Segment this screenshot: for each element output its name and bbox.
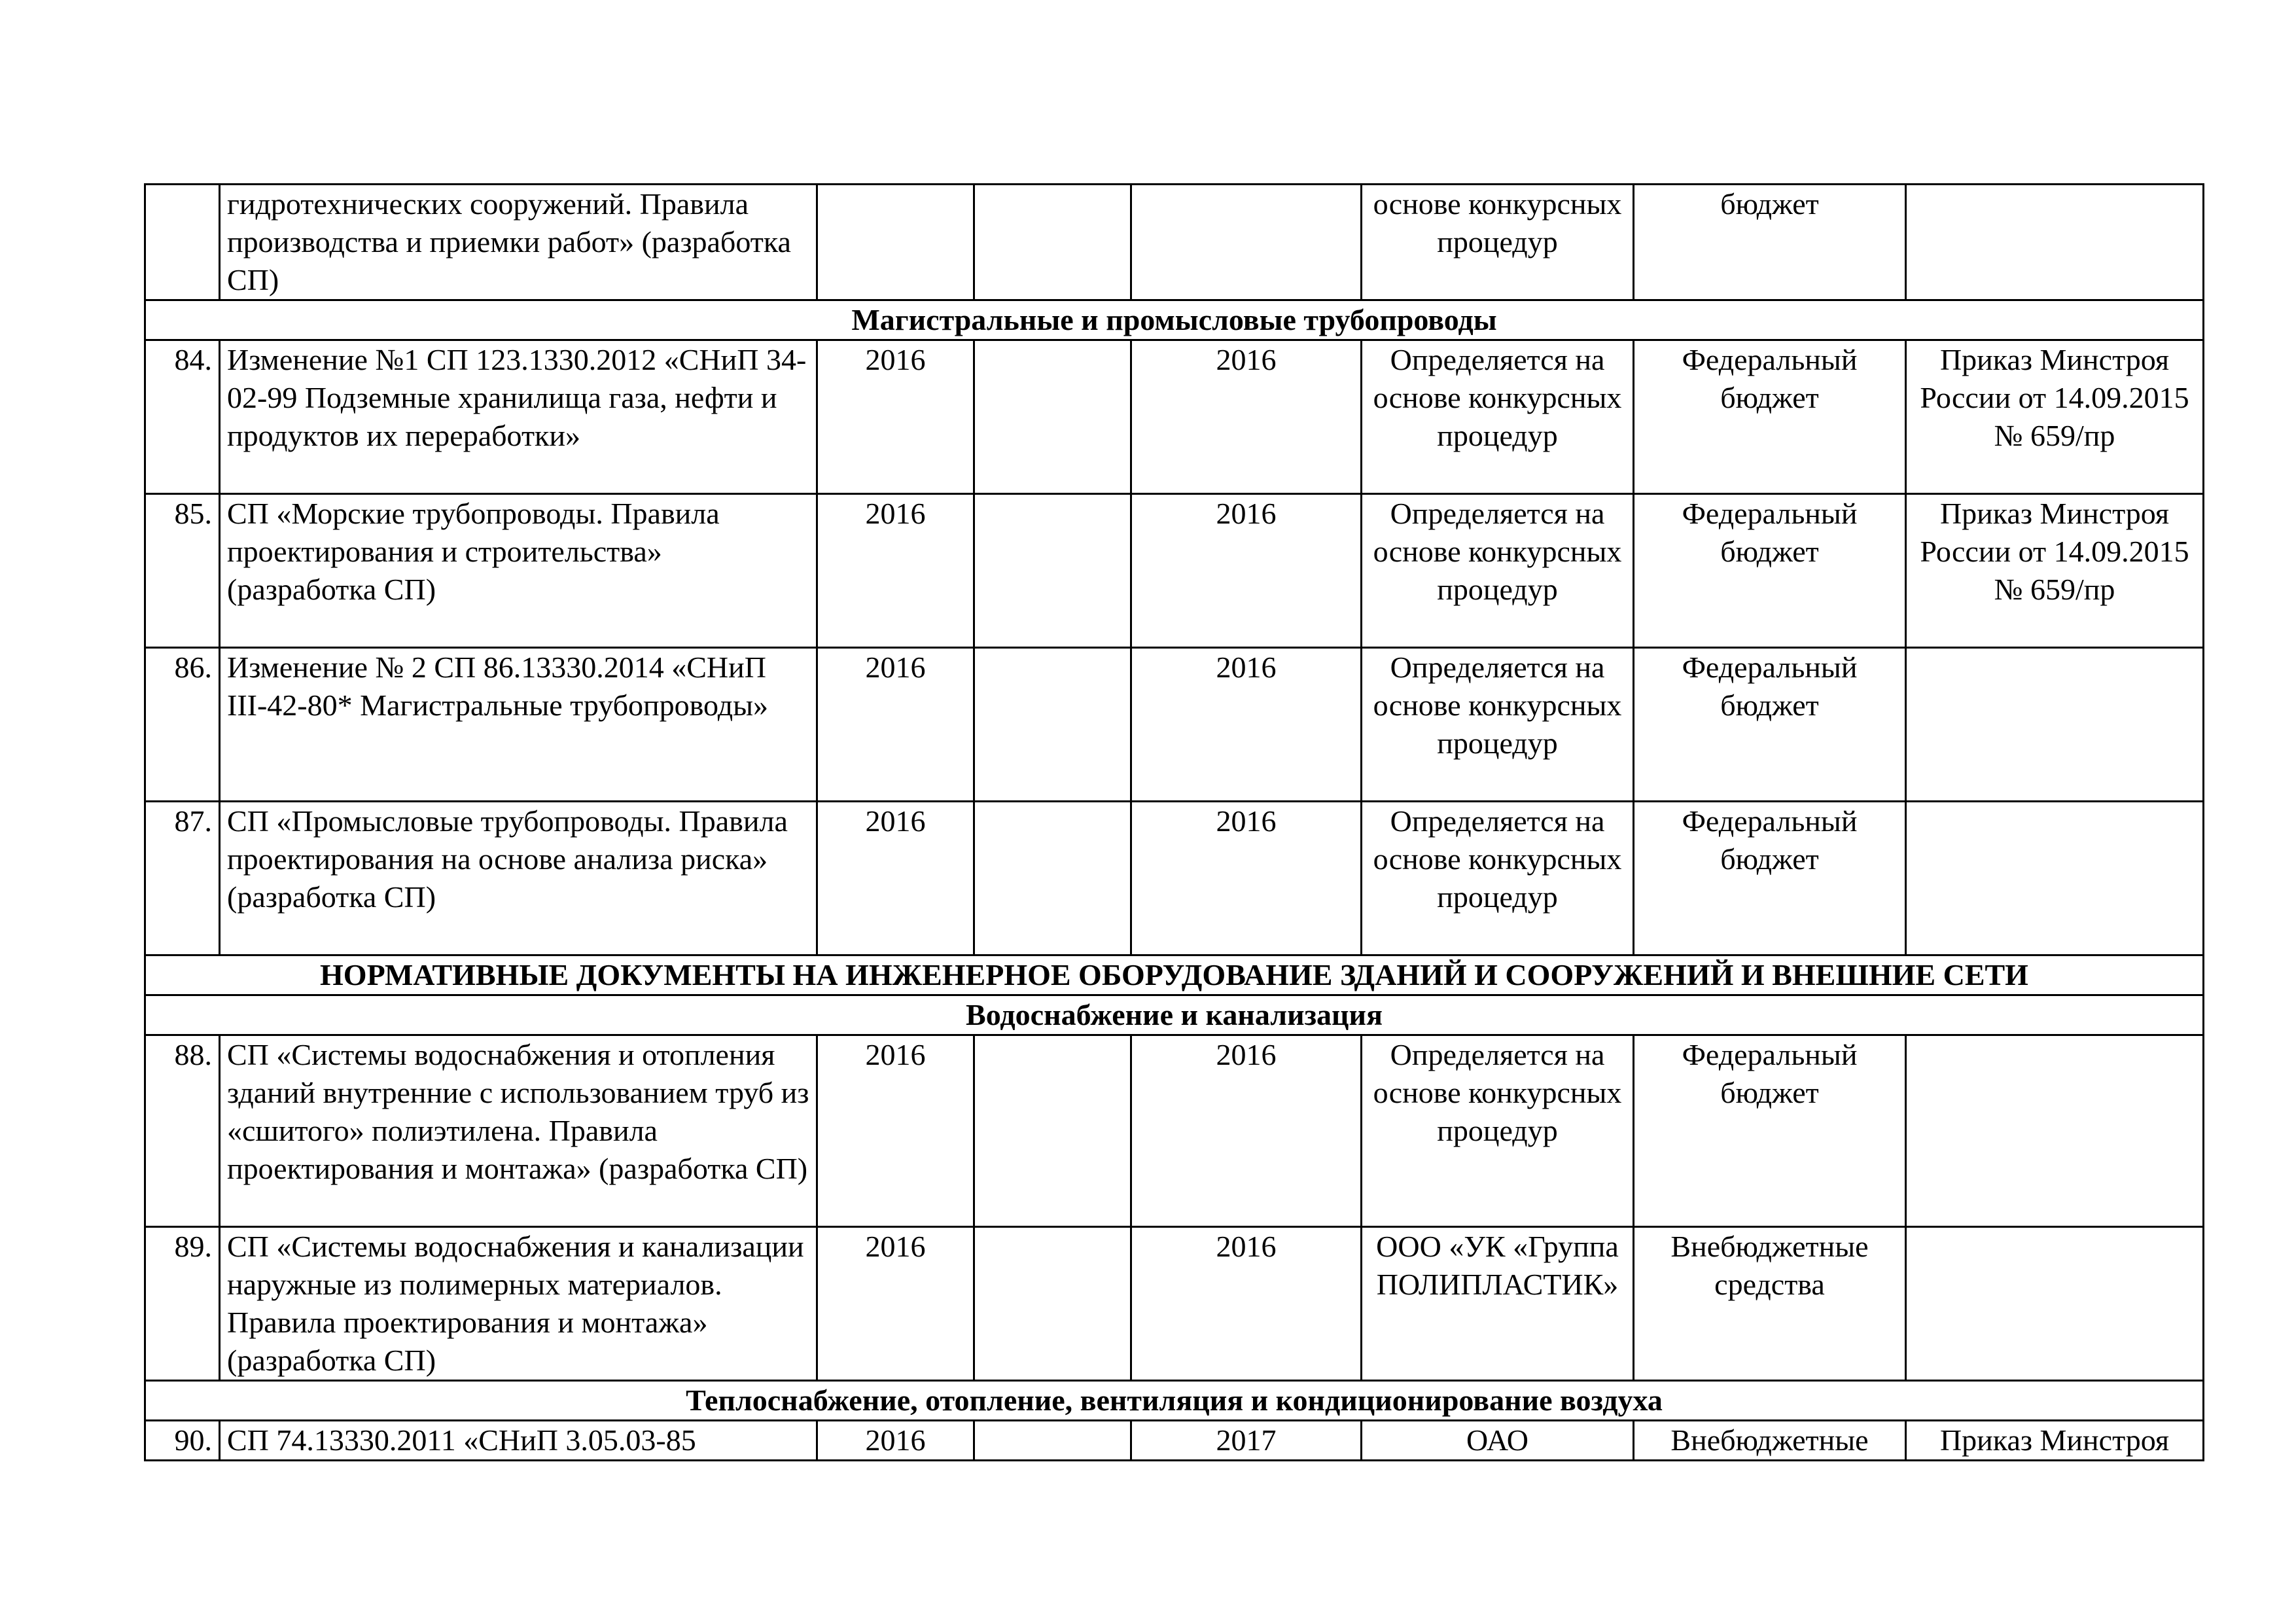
funding-source: Внебюджетные — [1634, 1421, 1906, 1461]
start-year: 2016 — [817, 648, 974, 802]
executor: ОАО — [1362, 1421, 1634, 1461]
section-heading-heating-ventilation: Теплоснабжение, отопление, вентиляция и кондиционирование воздуха — [145, 1381, 2204, 1421]
executor: Определяется на основе конкурсных процедур — [1362, 648, 1634, 802]
table-row — [145, 340, 2204, 494]
legal-basis — [1906, 1035, 2204, 1227]
row-number: 86. — [145, 648, 220, 802]
row-number — [145, 185, 220, 300]
funding-source: Федеральный бюджет — [1634, 494, 1906, 648]
document-title: СП «Промысловые трубопроводы. Правила проектирования на основе анализа риска» (разработка СП) — [220, 802, 817, 955]
legal-basis: Приказ Минстроя — [1906, 1421, 2204, 1461]
empty-cell — [974, 1227, 1131, 1381]
funding-source: Федеральный бюджет — [1634, 802, 1906, 955]
legal-basis: Приказ Минстроя России от 14.09.2015 № 659/пр — [1906, 340, 2204, 494]
empty-cell — [974, 340, 1131, 494]
empty-cell — [974, 1421, 1131, 1461]
table-row — [145, 1421, 2204, 1461]
row-number: 87. — [145, 802, 220, 955]
empty-cell — [974, 648, 1131, 802]
end-year: 2016 — [1131, 340, 1362, 494]
section-heading-engineering-equipment: НОРМАТИВНЫЕ ДОКУМЕНТЫ НА ИНЖЕНЕРНОЕ ОБОРУДОВАНИЕ ЗДАНИЙ И СООРУЖЕНИЙ И ВНЕШНИЕ СЕТИ — [145, 955, 2204, 995]
start-year: 2016 — [817, 1035, 974, 1227]
document-title: СП 74.13330.2011 «СНиП 3.05.03-85 — [220, 1421, 817, 1461]
document-title: СП «Системы водоснабжения и отопления зданий внутренние с использованием труб из «сшитого» полиэтилена. Правила проектирования и монтажа» (разработка СП) — [220, 1035, 817, 1227]
section-heading-water-supply: Водоснабжение и канализация — [145, 995, 2204, 1035]
empty-cell — [974, 185, 1131, 300]
empty-cell — [974, 494, 1131, 648]
funding-source: бюджет — [1634, 185, 1906, 300]
funding-source: Федеральный бюджет — [1634, 1035, 1906, 1227]
empty-cell — [974, 802, 1131, 955]
executor: Определяется на основе конкурсных процедур — [1362, 802, 1634, 955]
start-year: 2016 — [817, 340, 974, 494]
table-row — [145, 1227, 2204, 1381]
table-row — [145, 802, 2204, 955]
executor: Определяется на основе конкурсных процедур — [1362, 1035, 1634, 1227]
row-number: 88. — [145, 1035, 220, 1227]
end-year: 2016 — [1131, 1227, 1362, 1381]
end-year — [1131, 185, 1362, 300]
table-row-continuation — [145, 185, 2204, 300]
document-title: СП «Системы водоснабжения и канализации наружные из полимерных материалов. Правила проектирования и монтажа» (разработка СП) — [220, 1227, 817, 1381]
end-year: 2016 — [1131, 802, 1362, 955]
executor: ООО «УК «Группа ПОЛИПЛАСТИК» — [1362, 1227, 1634, 1381]
end-year: 2016 — [1131, 1035, 1362, 1227]
table-row — [145, 1035, 2204, 1227]
executor: Определяется на основе конкурсных процедур — [1362, 494, 1634, 648]
section-row — [145, 955, 2204, 995]
document-title: гидротехнических сооружений. Правила производства и приемки работ» (разработка СП) — [220, 185, 817, 300]
start-year — [817, 185, 974, 300]
start-year: 2016 — [817, 1421, 974, 1461]
executor: Определяется на основе конкурсных процедур — [1362, 340, 1634, 494]
row-number: 89. — [145, 1227, 220, 1381]
start-year: 2016 — [817, 1227, 974, 1381]
start-year: 2016 — [817, 494, 974, 648]
table-row — [145, 494, 2204, 648]
row-number: 85. — [145, 494, 220, 648]
legal-basis — [1906, 1227, 2204, 1381]
section-row — [145, 300, 2204, 340]
document-title: СП «Морские трубопроводы. Правила проектирования и строительства» (разработка СП) — [220, 494, 817, 648]
table-row — [145, 648, 2204, 802]
document-title: Изменение № 2 СП 86.13330.2014 «СНиП III-42-80* Магистральные трубопроводы» — [220, 648, 817, 802]
section-heading-pipelines: Магистральные и промысловые трубопроводы — [145, 300, 2204, 340]
legal-basis — [1906, 648, 2204, 802]
start-year: 2016 — [817, 802, 974, 955]
end-year: 2016 — [1131, 648, 1362, 802]
funding-source: Федеральный бюджет — [1634, 340, 1906, 494]
end-year: 2017 — [1131, 1421, 1362, 1461]
empty-cell — [974, 1035, 1131, 1227]
funding-source: Внебюджетные средства — [1634, 1227, 1906, 1381]
executor: основе конкурсных процедур — [1362, 185, 1634, 300]
document-title: Изменение №1 СП 123.1330.2012 «СНиП 34-02-99 Подземные хранилища газа, нефти и продуктов их переработки» — [220, 340, 817, 494]
legal-basis — [1906, 802, 2204, 955]
legal-basis: Приказ Минстроя России от 14.09.2015 № 659/пр — [1906, 494, 2204, 648]
legal-basis — [1906, 185, 2204, 300]
section-row — [145, 1381, 2204, 1421]
funding-source: Федеральный бюджет — [1634, 648, 1906, 802]
section-row — [145, 995, 2204, 1035]
row-number: 90. — [145, 1421, 220, 1461]
end-year: 2016 — [1131, 494, 1362, 648]
row-number: 84. — [145, 340, 220, 494]
standards-plan-table — [144, 183, 2204, 1461]
